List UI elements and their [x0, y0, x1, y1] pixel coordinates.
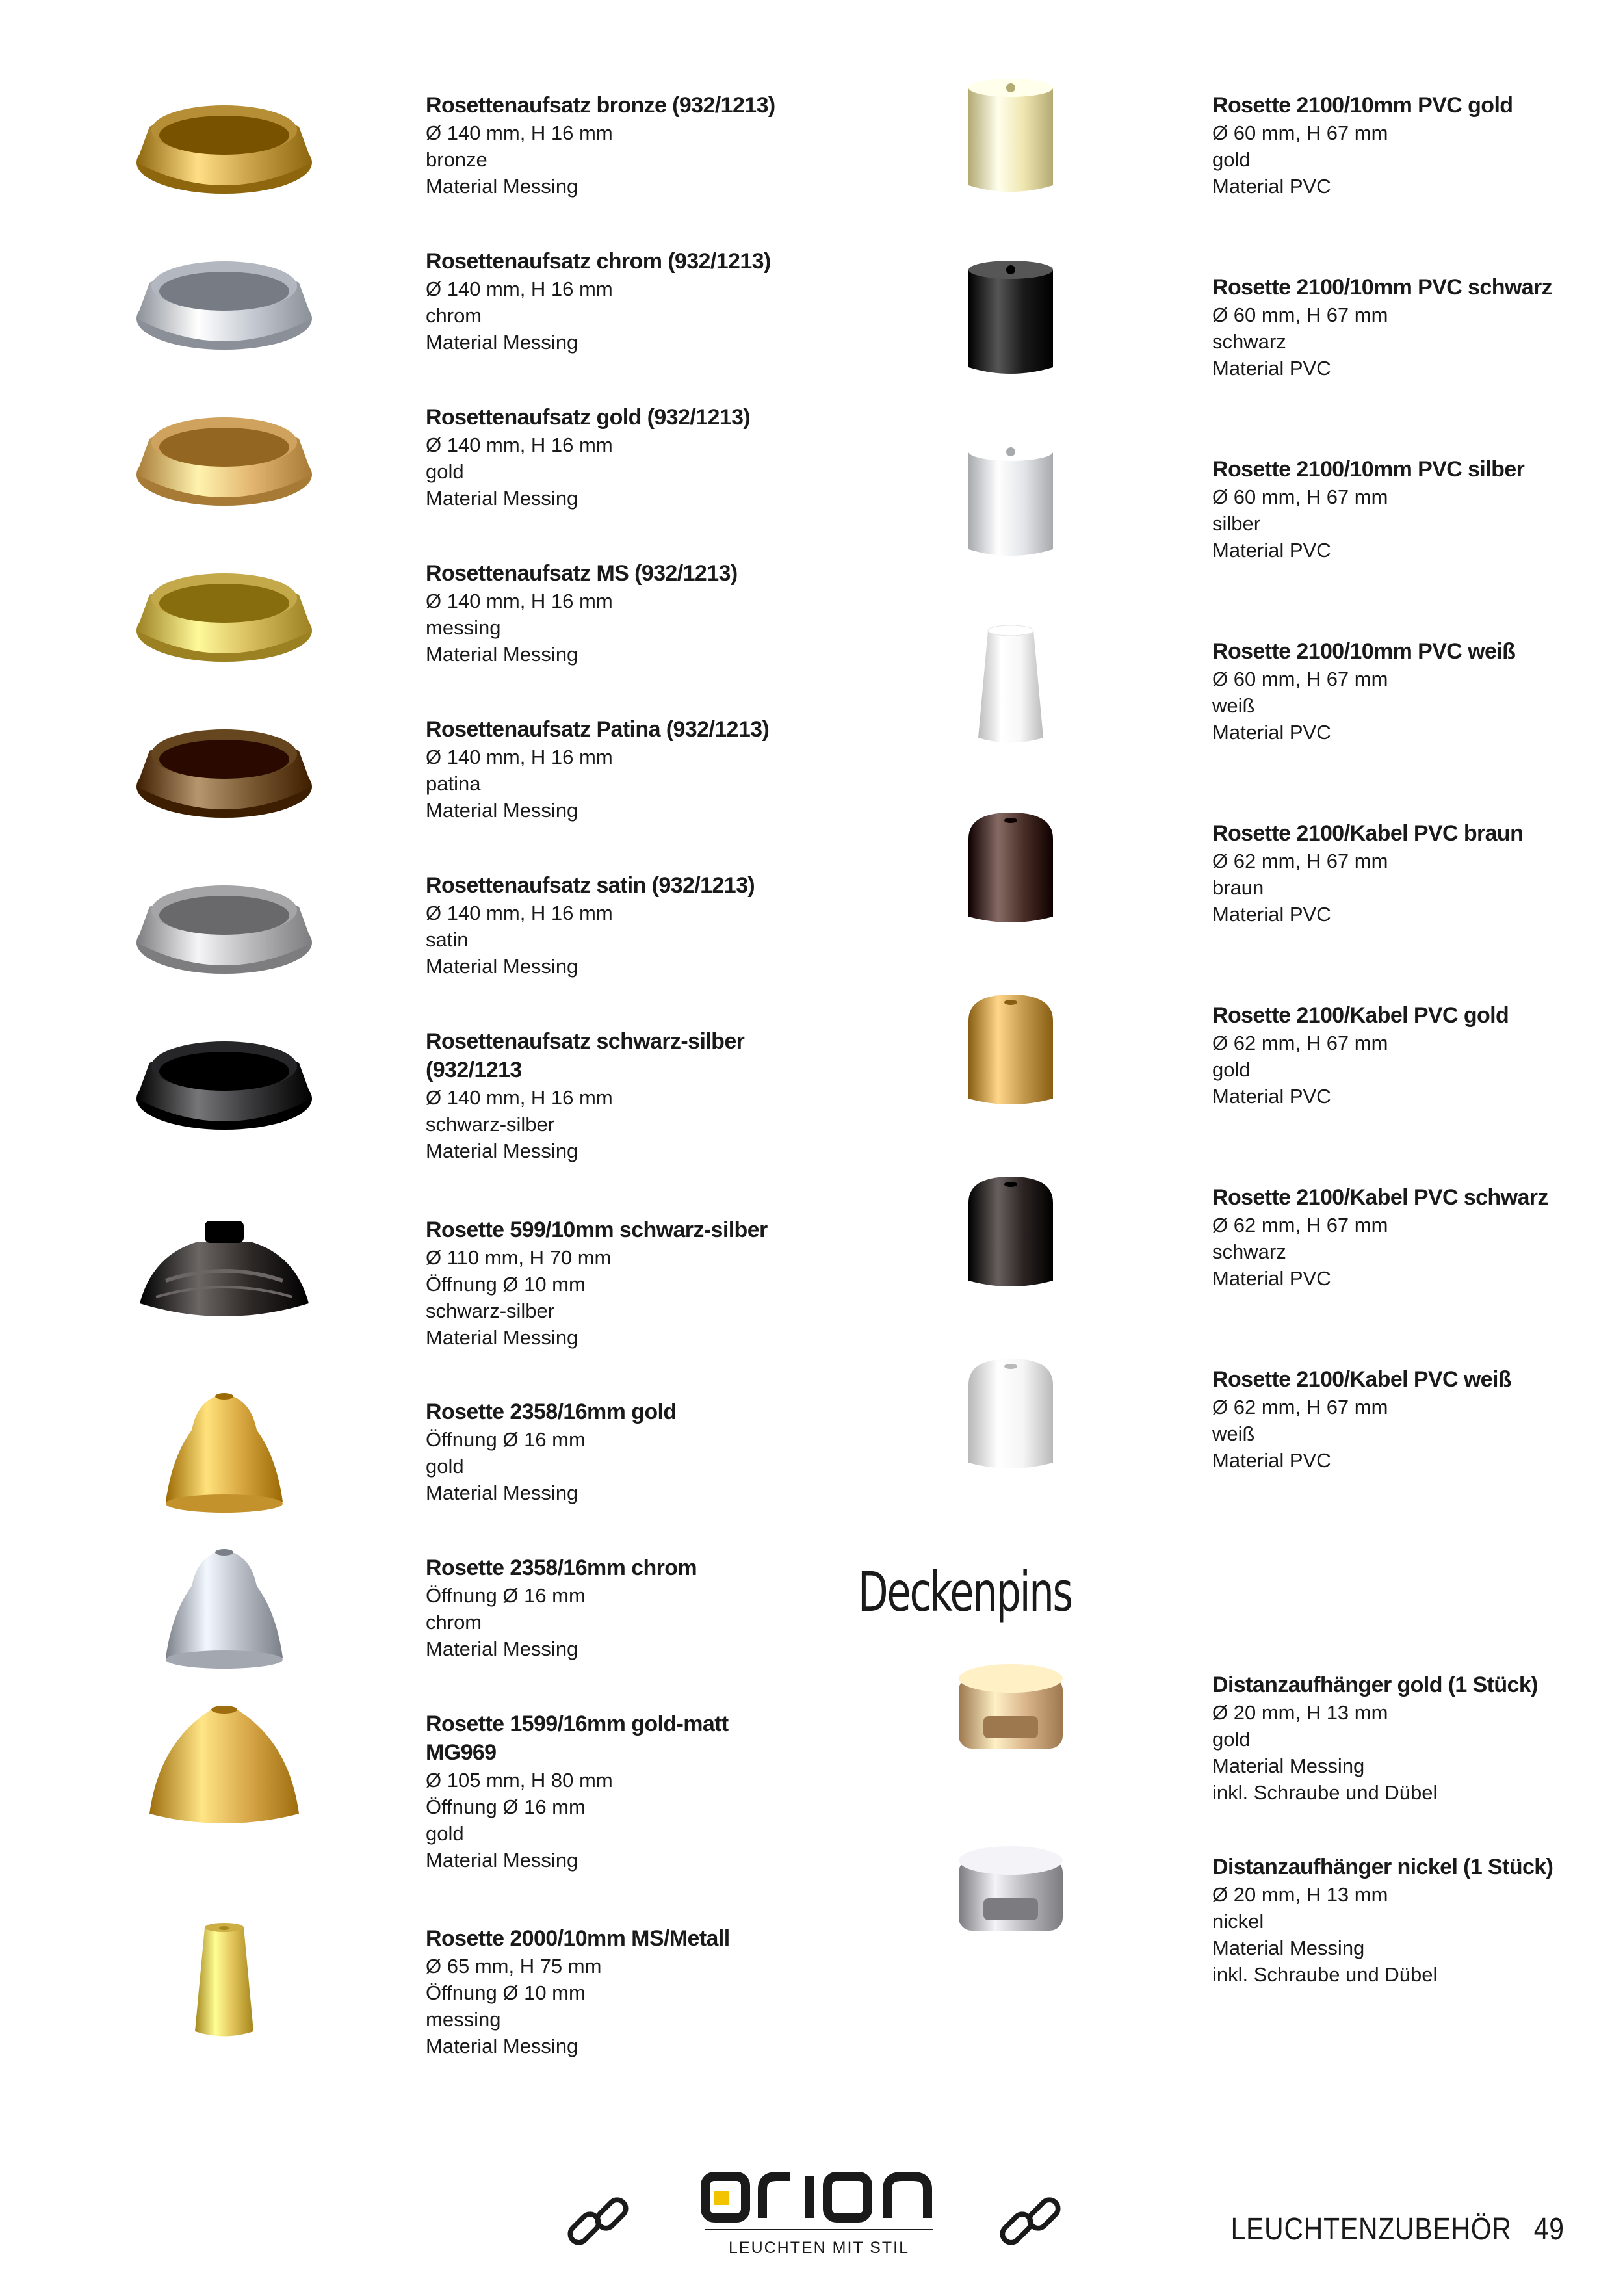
product-spec: Ø 60 mm, H 67 mm [1212, 122, 1388, 144]
product-spec: Material Messing [426, 331, 578, 354]
product-title: Rosette 2358/16mm chrom [426, 1556, 697, 1580]
product-title: Rosettenaufsatz schwarz-silber [426, 1029, 745, 1054]
product-spec: satin [426, 928, 469, 951]
product-image [127, 377, 322, 527]
chain-link-icon [994, 2185, 1066, 2257]
product-spec: Öffnung Ø 16 mm [426, 1584, 586, 1607]
product-spec: schwarz-silber [426, 1113, 555, 1136]
product-image [127, 1372, 322, 1521]
product-spec: Ø 140 mm, H 16 mm [426, 434, 613, 456]
product-spec: inkl. Schraube und Dübel [1212, 1963, 1438, 1986]
product-image [913, 787, 1108, 936]
product-spec: weiß [1212, 694, 1255, 717]
product-image [913, 1151, 1108, 1300]
product-title-cont: MG969 [426, 1740, 497, 1765]
product-spec: Material Messing [426, 487, 578, 510]
product-image [913, 1638, 1108, 1788]
product-image [913, 1820, 1108, 1970]
product-spec: gold [426, 460, 464, 483]
product-title: Rosette 2100/10mm PVC silber [1212, 457, 1525, 482]
product-spec: weiß [1212, 1422, 1255, 1445]
product-spec: Material Messing [426, 643, 578, 666]
product-title: Rosette 2100/10mm PVC weiß [1212, 639, 1516, 664]
section-name: LEUCHTENZUBEHÖR [1230, 2212, 1512, 2247]
product-spec: gold [426, 1822, 464, 1845]
product-spec: Material PVC [1212, 1267, 1331, 1290]
product-title: Rosettenaufsatz Patina (932/1213) [426, 717, 770, 742]
product-title: Rosettenaufsatz gold (932/1213) [426, 405, 751, 430]
product-spec: Öffnung Ø 16 mm [426, 1428, 586, 1451]
product-spec: gold [1212, 1728, 1251, 1751]
product-title: Rosette 2100/10mm PVC schwarz [1212, 275, 1553, 300]
product-spec: Material Messing [426, 1140, 578, 1162]
product-image [127, 689, 322, 839]
product-spec: gold [1212, 1058, 1251, 1081]
section-heading: Deckenpins [858, 1560, 1072, 1624]
product-spec: Material Messing [426, 1326, 578, 1349]
logo-tagline: LEUCHTEN MIT STIL [728, 2239, 910, 2257]
product-spec: Material Messing [1212, 1937, 1365, 1959]
product-title: Rosette 1599/16mm gold-matt [426, 1712, 729, 1736]
product-spec: inkl. Schraube und Dübel [1212, 1781, 1438, 1804]
product-image [127, 1898, 322, 2048]
product-title: Rosettenaufsatz MS (932/1213) [426, 561, 738, 586]
product-spec: silber [1212, 512, 1261, 535]
product-spec: Ø 140 mm, H 16 mm [426, 590, 613, 612]
product-spec: Ø 60 mm, H 67 mm [1212, 486, 1388, 508]
product-title: Distanzaufhänger nickel (1 Stück) [1212, 1855, 1553, 1879]
product-image [127, 65, 322, 215]
product-image [913, 241, 1108, 390]
product-spec: Ø 62 mm, H 67 mm [1212, 850, 1388, 872]
product-spec: Ø 62 mm, H 67 mm [1212, 1396, 1388, 1418]
product-spec: schwarz [1212, 1240, 1286, 1263]
product-spec: Material Messing [426, 799, 578, 822]
product-spec: Material PVC [1212, 721, 1331, 744]
product-spec: schwarz-silber [426, 1299, 555, 1322]
product-image [913, 1333, 1108, 1482]
product-spec: Ø 62 mm, H 67 mm [1212, 1214, 1388, 1236]
product-spec: Ø 140 mm, H 16 mm [426, 122, 613, 144]
chain-link-icon [562, 2185, 634, 2257]
product-spec: Ø 20 mm, H 13 mm [1212, 1701, 1388, 1724]
product-image [127, 533, 322, 683]
product-title: Rosette 2358/16mm gold [426, 1400, 677, 1424]
product-image [127, 1528, 322, 1677]
product-spec: chrom [426, 304, 482, 327]
product-spec: Material Messing [1212, 1755, 1365, 1777]
product-title: Rosette 2100/10mm PVC gold [1212, 93, 1513, 118]
product-spec: braun [1212, 876, 1264, 899]
product-spec: Ø 62 mm, H 67 mm [1212, 1032, 1388, 1054]
product-spec: Material PVC [1212, 357, 1331, 380]
product-spec: Material Messing [426, 1849, 578, 1872]
product-spec: Material Messing [426, 955, 578, 978]
product-spec: Ø 60 mm, H 67 mm [1212, 668, 1388, 690]
product-image [127, 1190, 322, 1339]
product-spec: bronze [426, 148, 487, 171]
product-title: Rosette 599/10mm schwarz-silber [426, 1218, 768, 1242]
orion-logo [699, 2165, 939, 2262]
product-spec: Material Messing [426, 2035, 578, 2057]
product-title: Rosette 2000/10mm MS/Metall [426, 1926, 730, 1951]
product-title: Rosettenaufsatz satin (932/1213) [426, 873, 755, 898]
product-spec: messing [426, 2008, 501, 2031]
product-spec: Ø 60 mm, H 67 mm [1212, 304, 1388, 326]
product-spec: Ø 20 mm, H 13 mm [1212, 1883, 1388, 1906]
product-spec: Öffnung Ø 10 mm [426, 1981, 586, 2004]
product-spec: gold [426, 1455, 464, 1478]
product-image [913, 969, 1108, 1118]
product-spec: Material PVC [1212, 903, 1331, 926]
product-title: Rosettenaufsatz bronze (932/1213) [426, 93, 775, 118]
product-spec: messing [426, 616, 501, 639]
product-spec: Material PVC [1212, 539, 1331, 562]
product-image [913, 423, 1108, 572]
product-spec: nickel [1212, 1910, 1264, 1933]
product-spec: Ø 140 mm, H 16 mm [426, 746, 613, 768]
product-spec: patina [426, 772, 481, 795]
product-title-cont: (932/1213 [426, 1058, 522, 1082]
product-spec: Ø 110 mm, H 70 mm [426, 1246, 612, 1269]
product-spec: Material Messing [426, 1481, 578, 1504]
page-number: 49 [1533, 2212, 1565, 2247]
product-spec: Öffnung Ø 16 mm [426, 1795, 586, 1818]
product-spec: Ø 65 mm, H 75 mm [426, 1955, 602, 1977]
product-spec: schwarz [1212, 330, 1286, 353]
product-title: Rosette 2100/Kabel PVC weiß [1212, 1367, 1511, 1392]
product-spec: Öffnung Ø 10 mm [426, 1273, 586, 1296]
product-image [127, 845, 322, 995]
product-image [127, 1001, 322, 1151]
product-spec: Material Messing [426, 1637, 578, 1660]
product-title: Rosettenaufsatz chrom (932/1213) [426, 249, 771, 274]
page-footer [1231, 2211, 1565, 2247]
product-spec: Material PVC [1212, 1449, 1331, 1472]
product-image [913, 605, 1108, 754]
product-spec: Ø 105 mm, H 80 mm [426, 1769, 613, 1792]
product-title: Rosette 2100/Kabel PVC braun [1212, 821, 1524, 846]
product-spec: gold [1212, 148, 1251, 171]
product-title: Rosette 2100/Kabel PVC gold [1212, 1003, 1509, 1028]
product-spec: chrom [426, 1611, 482, 1634]
product-image [913, 59, 1108, 208]
product-title: Distanzaufhänger gold (1 Stück) [1212, 1673, 1538, 1697]
product-image [127, 221, 322, 371]
product-spec: Material PVC [1212, 175, 1331, 198]
product-spec: Ø 140 mm, H 16 mm [426, 902, 613, 924]
product-image [127, 1684, 322, 1833]
product-title: Rosette 2100/Kabel PVC schwarz [1212, 1185, 1548, 1210]
product-spec: Ø 140 mm, H 16 mm [426, 278, 613, 300]
product-spec: Ø 140 mm, H 16 mm [426, 1086, 613, 1109]
product-spec: Material Messing [426, 175, 578, 198]
product-spec: Material PVC [1212, 1085, 1331, 1108]
